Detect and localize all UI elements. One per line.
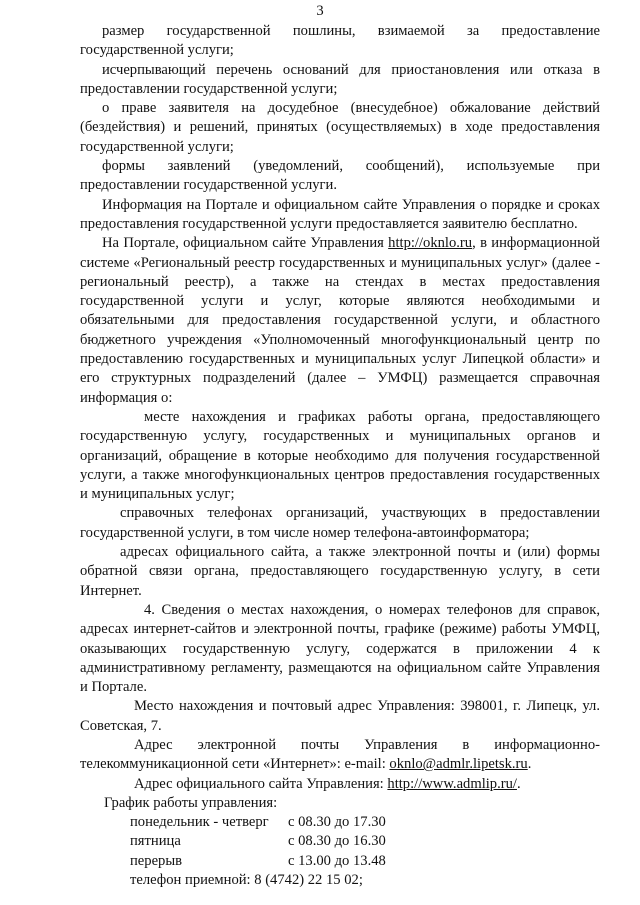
schedule-row (80, 852, 600, 871)
schedule-row (80, 832, 600, 851)
email-link[interactable]: oknlo@admlr.lipetsk.ru (389, 756, 528, 773)
schedule-phone-row (80, 871, 600, 890)
schedule-time: с 13.00 до 13.48 (288, 852, 386, 869)
paragraph-appeal-right: о праве заявителя на досудебное (внесудебное) обжалование действий (бездействия) и решений, принятых (осуществляемых) в ходе предоставления государственной услуги; (80, 100, 600, 155)
schedule-row (80, 813, 600, 832)
paragraph-postal-address: Место нахождения и почтовый адрес Управления: 398001, г. Липецк, ул. Советская, 7. (80, 698, 600, 734)
email-text-before: Адрес электронной почты Управления в информационно-телекоммуникационной сети «Интернет»: e-mail: (80, 736, 600, 773)
portal-text-after: , в информационной системе «Региональный реестр государственных и муниципальных услуг» (далее - региональный реестр), а также на стендах в местах предоставления государственной услуги и услуг, которые являются необходимыми и обязательными для предоставления государственной услуги, и областного бюджетного учреждения «Уполномоченный многофункциональный центр по предоставлению государственных и муниципальных услуг Липецкой области» и его структурных подразделений (далее – УМФЦ) размещается справочная информация о: (80, 235, 600, 406)
admlip-site-link[interactable]: http://www.admlip.ru/ (387, 775, 517, 792)
schedule-time: с 08.30 до 17.30 (288, 814, 386, 831)
paragraph-refusal-grounds: исчерпывающий перечень оснований для приостановления или отказа в предоставлении государственной услуги; (80, 61, 600, 97)
document-body (80, 22, 600, 890)
schedule-day: понедельник - четверг (130, 814, 269, 831)
reception-phone: телефон приемной: 8 (4742) 22 15 02; (130, 872, 363, 889)
paragraph-email (80, 736, 600, 775)
info-item-locations: месте нахождения и графиках работы органа, предоставляющего государственную услугу, государственных и муниципальных органов и организаций, обращение в которые необходимо для получения государственной услуги, а также многофункциональных центров предоставления государственных и муниципальных услуг; (80, 408, 600, 503)
schedule-title: График работы управления: (104, 794, 278, 811)
portal-text-before: На Портале, официальном сайте Управления (102, 235, 389, 252)
paragraph-website (80, 775, 600, 794)
paragraph-portal-info (80, 234, 600, 408)
info-item-addresses: адресах официального сайта, а также электронной почты и (или) формы обратной связи органа, предоставляющего государственную услугу, в сети Интернет. (80, 544, 600, 599)
paragraph-free-info: Информация на Портале и официальном сайте Управления о порядке и сроках предоставления государственной услуги предоставляется заявителю бесплатно. (80, 196, 600, 232)
website-text-before: Адрес официального сайта Управления: (134, 775, 388, 792)
info-item-phones: справочных телефонах организаций, участвующих в предоставлении государственной услуги, в том числе номер телефона-автоинформатора; (80, 505, 600, 541)
schedule-day: перерыв (130, 852, 183, 869)
email-text-after: . (527, 756, 532, 773)
schedule-title-row (80, 794, 600, 813)
website-text-after: . (516, 775, 521, 792)
schedule-time: с 08.30 до 16.30 (288, 833, 386, 850)
paragraph-application-forms: формы заявлений (уведомлений, сообщений), используемые при предоставлении государственной услуги. (80, 158, 600, 194)
oknlo-site-link[interactable]: http://oknlo.ru (388, 235, 473, 252)
section-4-paragraph: 4. Сведения о местах нахождения, о номерах телефонов для справок, адресах интернет-сайтов и электронной почты, графике (режиме) работы УМФЦ, оказывающих государственную услугу, содержатся в приложении 4 к административному регламенту, размещаются на официальном сайте Управления и Портале. (80, 601, 600, 696)
page-number: 3 (316, 3, 324, 19)
work-schedule (80, 794, 600, 890)
paragraph-state-fee: размер государственной пошлины, взимаемой за предоставление государственной услуги; (80, 23, 600, 59)
schedule-day: пятница (130, 833, 181, 850)
